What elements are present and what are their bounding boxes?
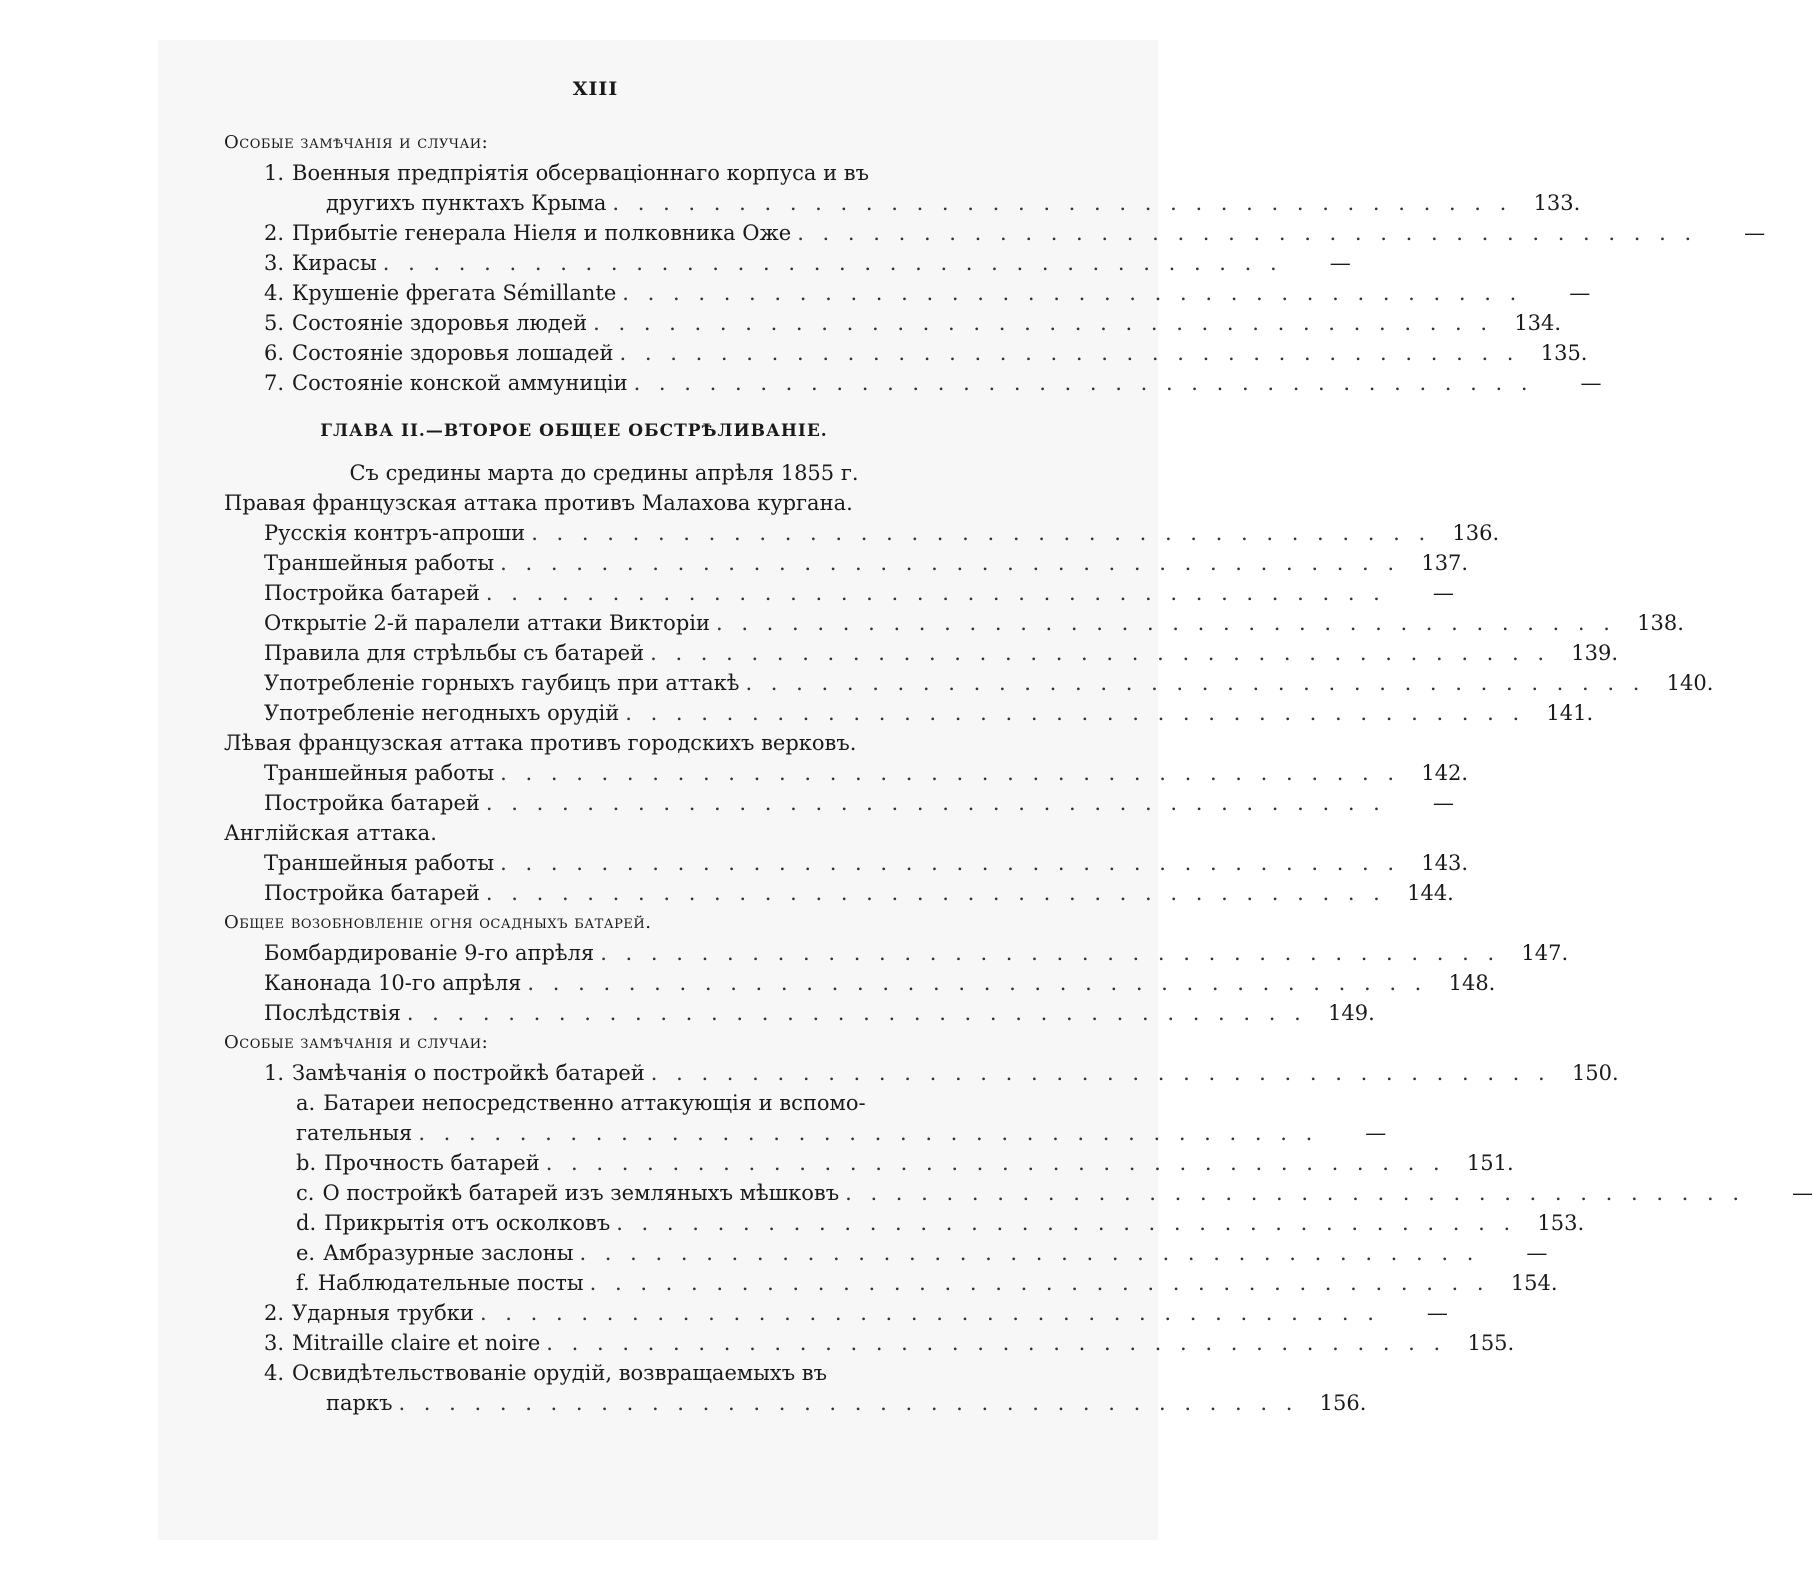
entry-title: О постройкѣ батарей изъ земляныхъ мѣшковъ	[322, 1181, 840, 1205]
entry-page: 138.	[1637, 611, 1684, 635]
toc-entry	[224, 308, 1562, 338]
subsection-heading: Общее возобновленіе огня осадныхъ батарей.	[224, 912, 652, 933]
dot-leader	[500, 848, 1400, 878]
toc-entry	[224, 1208, 1585, 1238]
toc-entry	[224, 518, 1500, 548]
entry-number: c.	[296, 1181, 315, 1205]
entry-title: Употребленіе негодныхъ орудій	[264, 701, 620, 725]
entry-number: 3.	[264, 251, 285, 275]
entry-page: 144.	[1407, 881, 1454, 905]
entry-title: Батареи непосредственно аттакующія и вспомо-	[323, 1091, 866, 1115]
toc-entry	[224, 1328, 1515, 1358]
entry-page: 142.	[1421, 761, 1469, 785]
entry-number: d.	[296, 1211, 317, 1235]
dot-leader	[531, 518, 1431, 548]
toc-entry	[224, 1148, 1514, 1178]
page-number: XIII	[572, 78, 619, 100]
entry-title: Употребленіе горныхъ гаубицъ при аттакѣ	[264, 671, 740, 695]
toc-entry	[224, 1058, 1619, 1088]
entry-number: 5.	[264, 311, 285, 335]
entry-title: Прочность батарей	[324, 1151, 540, 1175]
toc-entry	[224, 218, 1766, 248]
toc-entry	[224, 1268, 1558, 1298]
entry-title: Наблюдательные посты	[317, 1271, 584, 1295]
entry-number: a.	[296, 1091, 316, 1115]
entry-number: 2.	[264, 1301, 285, 1325]
dot-leader	[480, 1298, 1380, 1328]
toc-entry	[224, 878, 1454, 908]
entry-page: 139.	[1571, 641, 1619, 665]
toc-entry	[224, 1298, 1448, 1328]
entry-page: 156.	[1319, 1391, 1367, 1415]
section-heading: Особые замѣчанія и случаи:	[224, 132, 489, 153]
entry-title: Русскія контръ-апроши	[264, 521, 526, 545]
entry-page: 148.	[1448, 971, 1496, 995]
entry-page: —	[1432, 581, 1454, 605]
toc-entry	[224, 548, 1469, 578]
toc-entry	[224, 758, 1469, 788]
chapter-title: ГЛАВА II.—ВТОРОЕ ОБЩЕЕ ОБСТРѢЛИВАНІЕ.	[320, 421, 828, 441]
entry-number: 2.	[264, 221, 285, 245]
entry-page: —	[1526, 1241, 1548, 1265]
entry-title: Военныя предпріятія обсерваціоннаго корпуса и въ	[292, 161, 869, 185]
subsection-heading: Правая французская аттака противъ Малахова кургана.	[224, 491, 853, 515]
entry-number: e.	[296, 1241, 316, 1265]
entry-page: 155.	[1467, 1331, 1515, 1355]
dot-leader	[797, 218, 1697, 248]
dot-leader	[407, 998, 1307, 1028]
entry-title: Траншейныя работы	[264, 551, 495, 575]
entry-title: гательныя	[296, 1121, 413, 1145]
entry-title: Кирасы	[292, 251, 377, 275]
entry-number: 7.	[264, 371, 285, 395]
subsection-heading: Англійская аттака.	[224, 821, 437, 845]
entry-title: Траншейныя работы	[264, 851, 495, 875]
entry-title: паркъ	[326, 1391, 393, 1415]
dot-leader	[546, 1148, 1446, 1178]
toc-entry	[224, 698, 1594, 728]
entry-page: —	[1432, 791, 1454, 815]
entry-page: 143.	[1421, 851, 1469, 875]
toc-entry	[224, 1118, 1387, 1148]
dot-leader	[845, 1178, 1745, 1208]
entry-number: 4.	[264, 1361, 285, 1385]
toc-entry	[224, 248, 1351, 278]
entry-title: Правила для стрѣльбы съ батарей	[264, 641, 645, 665]
entry-title: Состояніе конской аммуниціи	[292, 371, 628, 395]
entry-title: Постройка батарей	[264, 581, 480, 605]
entry-title: Канонада 10-го апрѣля	[264, 971, 522, 995]
entry-title: Замѣчанія о постройкѣ батарей	[292, 1061, 645, 1085]
entry-title: Траншейныя работы	[264, 761, 495, 785]
entry-title: Послѣдствія	[264, 1001, 401, 1025]
dot-leader	[398, 1388, 1298, 1418]
dot-leader	[745, 668, 1645, 698]
toc-entry	[224, 578, 1454, 608]
entry-page: 135.	[1540, 341, 1588, 365]
entry-page: —	[1426, 1301, 1448, 1325]
dot-leader	[625, 698, 1525, 728]
toc-entry	[224, 968, 1496, 998]
dot-leader	[650, 638, 1550, 668]
entry-number: b.	[296, 1151, 317, 1175]
dot-leader	[383, 248, 1283, 278]
entry-title: Прикрытія отъ осколковъ	[324, 1211, 611, 1235]
toc-entry	[224, 638, 1619, 668]
toc-entry	[224, 368, 1602, 398]
dot-leader	[500, 548, 1400, 578]
dot-leader	[616, 1208, 1516, 1238]
entry-page: —	[1365, 1121, 1387, 1145]
entry-title: Бомбардированіе 9-го апрѣля	[264, 941, 595, 965]
entry-number: f.	[296, 1271, 310, 1295]
entry-title: Открытіе 2-й паралели аттаки Викторіи	[264, 611, 710, 635]
entry-title: Состояніе здоровья лошадей	[292, 341, 614, 365]
entry-page: 154.	[1510, 1271, 1558, 1295]
toc-entry	[224, 1238, 1548, 1268]
entry-page: —	[1744, 221, 1766, 245]
toc-entry	[224, 848, 1469, 878]
entry-page: 150.	[1571, 1061, 1619, 1085]
entry-title: Состояніе здоровья людей	[292, 311, 588, 335]
dot-leader	[546, 1328, 1446, 1358]
table-of-contents	[224, 128, 1813, 1418]
entry-page: —	[1569, 281, 1591, 305]
entry-number: 1.	[264, 1061, 285, 1085]
entry-title: Постройка батарей	[264, 791, 480, 815]
toc-entry	[224, 338, 1588, 368]
entry-page: —	[1792, 1181, 1813, 1205]
section-heading: Особые замѣчанія и случаи:	[224, 1032, 489, 1053]
entry-page: 137.	[1421, 551, 1469, 575]
entry-number: 1.	[264, 161, 285, 185]
entry-page: 147.	[1521, 941, 1569, 965]
entry-title: Постройка батарей	[264, 881, 480, 905]
entry-page: 151.	[1466, 1151, 1514, 1175]
toc-entry	[224, 1088, 924, 1118]
entry-page: 141.	[1546, 701, 1594, 725]
toc-entry	[224, 788, 1454, 818]
entry-page: 149.	[1328, 1001, 1375, 1025]
toc-entry	[224, 938, 1569, 968]
entry-page: 140.	[1666, 671, 1714, 695]
toc-entry	[224, 998, 1375, 1028]
entry-number: 4.	[264, 281, 285, 305]
toc-entry	[224, 1388, 1367, 1418]
toc-entry	[224, 158, 924, 188]
dot-leader	[500, 758, 1400, 788]
entry-page: 133.	[1533, 191, 1581, 215]
toc-entry	[224, 608, 1684, 638]
toc-entry	[224, 188, 1581, 218]
toc-entry	[224, 1178, 1813, 1208]
entry-title: другихъ пунктахъ Крыма	[326, 191, 607, 215]
subsection-heading: Лѣвая французская аттака противъ городскихъ верковъ.	[224, 731, 857, 755]
dot-leader	[527, 968, 1427, 998]
dot-leader	[622, 278, 1522, 308]
entry-number: 3.	[264, 1331, 285, 1355]
dot-leader	[620, 338, 1520, 368]
dot-leader	[612, 188, 1512, 218]
entry-page: —	[1329, 251, 1351, 275]
entry-page: 134.	[1514, 311, 1562, 335]
entry-title: Амбразурные заслоны	[323, 1241, 574, 1265]
dot-leader	[651, 1058, 1551, 1088]
dot-leader	[600, 938, 1500, 968]
entry-title: Освидѣтельствованіе орудій, возвращаемыхъ въ	[292, 1361, 827, 1385]
toc-entry	[224, 668, 1714, 698]
chapter-subtitle: Съ средины марта до средины апрѣля 1855 г.	[349, 461, 859, 485]
dot-leader	[486, 878, 1386, 908]
dot-leader	[486, 788, 1386, 818]
dot-leader	[634, 368, 1534, 398]
dot-leader	[593, 308, 1493, 338]
entry-title: Крушеніе фрегата Sémillante	[292, 281, 617, 305]
entry-title: Ударныя трубки	[292, 1301, 474, 1325]
entry-number: 6.	[264, 341, 285, 365]
entry-page: 136.	[1452, 521, 1500, 545]
dot-leader	[418, 1118, 1318, 1148]
entry-page: 153.	[1537, 1211, 1585, 1235]
entry-page: —	[1580, 371, 1602, 395]
entry-title: Mitraille claire et noire	[292, 1331, 541, 1355]
dot-leader	[579, 1238, 1479, 1268]
entry-title: Прибытіе генерала Ніеля и полковника Оже	[292, 221, 792, 245]
toc-entry	[224, 278, 1591, 308]
toc-entry	[224, 1358, 924, 1388]
dot-leader	[590, 1268, 1490, 1298]
dot-leader	[716, 608, 1616, 638]
dot-leader	[486, 578, 1386, 608]
